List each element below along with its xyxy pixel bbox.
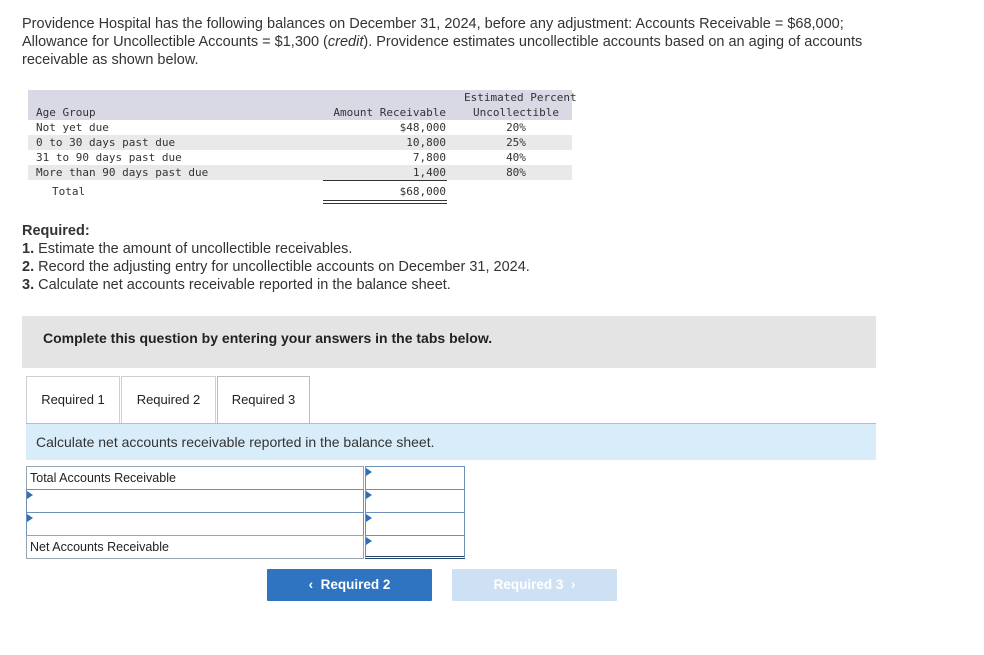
- aging-header-row-2: [28, 105, 572, 120]
- required-item-1: [22, 240, 530, 258]
- input-marker-icon: [366, 537, 372, 545]
- instruction-text: Calculate net accounts receivable reported in the balance sheet.: [36, 434, 435, 450]
- instructions-banner: [22, 316, 876, 368]
- aging-header-estimated-percent: Estimated Percent: [464, 91, 577, 104]
- amount-cell: 7,800: [412, 151, 446, 164]
- required-item-2: [22, 258, 530, 276]
- aging-header-uncollectible: Uncollectible: [472, 106, 560, 119]
- age-group-cell: Not yet due: [36, 121, 109, 134]
- total-double-rule: [323, 200, 447, 204]
- label-cell-net-ar: [26, 535, 364, 559]
- input-marker-icon: [366, 514, 372, 522]
- intro-line-2a: Allowance for Uncollectible Accounts = $1,300 (: [22, 34, 328, 50]
- input-marker-icon: [27, 491, 33, 499]
- intro-line-1: Providence Hospital has the following balances on December 31, 2024, before any adjustment: Accounts Receivable = $68,000;: [22, 16, 844, 32]
- required-text: Record the adjusting entry for uncollectible accounts on December 31, 2024.: [34, 259, 530, 275]
- amount-cell: $48,000: [399, 121, 446, 134]
- required-section: [22, 222, 530, 294]
- table-row: [28, 135, 572, 150]
- percent-cell: 25%: [506, 136, 526, 149]
- input-marker-icon: [27, 514, 33, 522]
- intro-line-3: receivable as shown below.: [22, 52, 199, 68]
- intro-line-2c: ). Providence estimates uncollectible accounts based on an aging of accounts: [363, 34, 863, 50]
- required-text: Estimate the amount of uncollectible receivables.: [34, 241, 353, 257]
- chevron-left-icon: ‹: [308, 577, 314, 592]
- input-marker-icon: [366, 468, 372, 476]
- required-num: 2.: [22, 259, 35, 275]
- table-row: [28, 120, 572, 135]
- percent-cell: 80%: [506, 166, 526, 179]
- table-row: [28, 150, 572, 165]
- required-title: Required:: [22, 223, 90, 239]
- tab-required-2[interactable]: Required 2: [121, 376, 216, 424]
- tab-required-3[interactable]: Required 3: [217, 376, 310, 425]
- total-label: Total: [52, 185, 86, 198]
- amount-input-row-3[interactable]: [365, 512, 465, 536]
- next-required-button[interactable]: [452, 569, 617, 601]
- required-item-3: [22, 276, 530, 294]
- amount-cell: 10,800: [406, 136, 446, 149]
- age-group-cell: 0 to 30 days past due: [36, 136, 176, 149]
- amount-cell: 1,400: [412, 166, 446, 179]
- prev-required-button[interactable]: [267, 569, 432, 601]
- tab-required-1[interactable]: Required 1: [26, 376, 120, 424]
- subtotal-rule: [323, 180, 447, 181]
- percent-cell: 20%: [506, 121, 526, 134]
- prev-button-label: Required 2: [320, 577, 391, 592]
- table-row: [28, 165, 572, 180]
- tab-instruction: [26, 424, 876, 460]
- amount-input-row-2[interactable]: [365, 489, 465, 513]
- amount-input-total-ar[interactable]: [365, 466, 465, 490]
- aging-header-amount: Amount Receivable: [333, 106, 446, 119]
- next-button-label: Required 3: [493, 577, 564, 592]
- problem-statement: [22, 15, 952, 69]
- label-input-row-2[interactable]: [26, 489, 364, 513]
- total-row: [28, 184, 572, 199]
- aging-header-row-1: [28, 90, 577, 105]
- required-num: 1.: [22, 241, 35, 257]
- age-group-cell: 31 to 90 days past due: [36, 151, 182, 164]
- label-input-row-3[interactable]: [26, 512, 364, 536]
- banner-text: Complete this question by entering your answers in the tabs below.: [43, 330, 493, 346]
- required-text: Calculate net accounts receivable reported in the balance sheet.: [34, 277, 451, 293]
- age-group-cell: More than 90 days past due: [36, 166, 209, 179]
- intro-credit: credit: [327, 34, 364, 50]
- row-label: Total Accounts Receivable: [30, 471, 176, 485]
- percent-cell: 40%: [506, 151, 526, 164]
- intro-line-2: [22, 33, 952, 51]
- amount-input-net-ar[interactable]: [365, 535, 465, 559]
- row-label: Net Accounts Receivable: [30, 540, 169, 554]
- label-cell-total-ar: [26, 466, 364, 490]
- required-num: 3.: [22, 277, 35, 293]
- total-amount: $68,000: [399, 185, 446, 198]
- aging-header-age-group: Age Group: [36, 106, 96, 119]
- chevron-right-icon: ›: [570, 577, 576, 592]
- input-marker-icon: [366, 491, 372, 499]
